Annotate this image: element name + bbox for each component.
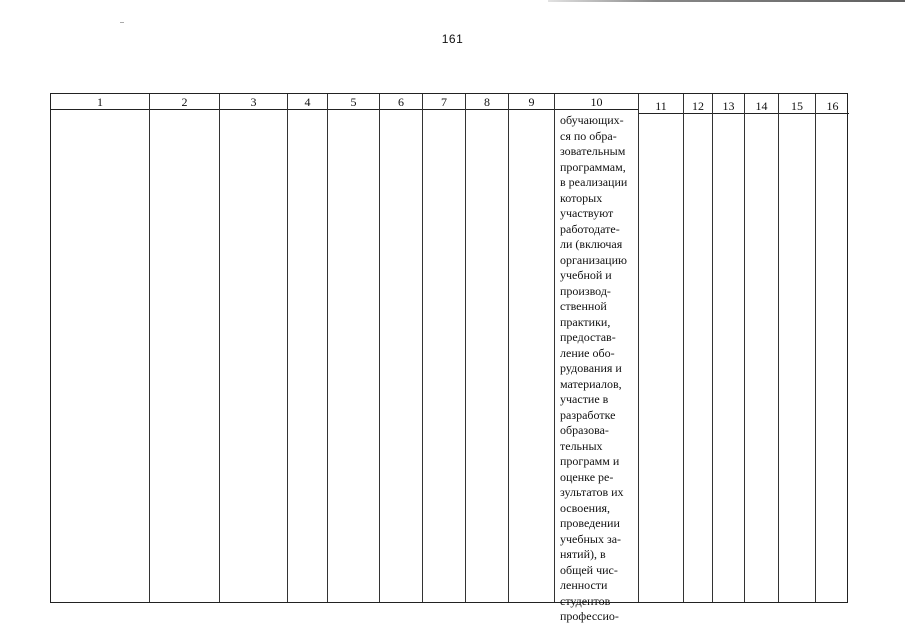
column-header-4: 4: [288, 94, 327, 110]
table-column-7: [423, 94, 466, 602]
table-column-12: [684, 94, 713, 602]
table-column-14: [745, 94, 779, 602]
table-column-10: [555, 94, 639, 623]
column-header-12: 12: [684, 98, 712, 114]
table-column-16: [816, 94, 849, 602]
table-column-5: [328, 94, 380, 602]
column-header-7: 7: [423, 94, 465, 110]
column-header-11: 11: [639, 98, 683, 114]
column-header-1: 1: [51, 94, 149, 110]
table-column-9: [509, 94, 555, 602]
column-header-5: 5: [328, 94, 379, 110]
data-table: [50, 93, 848, 623]
column-header-10: 10: [555, 94, 638, 110]
table-column-15: [779, 94, 816, 602]
column-header-8: 8: [466, 94, 508, 110]
column-header-9: 9: [509, 94, 554, 110]
table-column-6: [380, 94, 423, 602]
table-column-2: [150, 94, 220, 602]
column-header-13: 13: [713, 98, 744, 114]
scan-speck: [120, 22, 124, 23]
table-cell-text: обучающих- ся по обра- зовательным программам, в реализации которых участвуют работодате- ли (включая организацию учебной и производ- ственной практики, предостав- ление обо- рудования и материалов, участие в разработке образова- тельных программ и оценке ре- зультатов их освоения, проведении учебных за- нятий), в общей чис- ленности студентов профессио-: [560, 113, 628, 623]
column-header-2: 2: [150, 94, 219, 110]
table-column-4: [288, 94, 328, 602]
page-number: 161: [441, 32, 464, 46]
table-column-1: [51, 94, 150, 602]
column-header-15: 15: [779, 98, 815, 114]
table-column-11: [639, 94, 684, 602]
table-column-13: [713, 94, 745, 602]
column-header-16: 16: [816, 98, 849, 114]
column-header-3: 3: [220, 94, 287, 110]
table-column-3: [220, 94, 288, 602]
scan-edge-line: [548, 0, 905, 2]
table-column-8: [466, 94, 509, 602]
column-header-14: 14: [745, 98, 778, 114]
column-header-6: 6: [380, 94, 422, 110]
